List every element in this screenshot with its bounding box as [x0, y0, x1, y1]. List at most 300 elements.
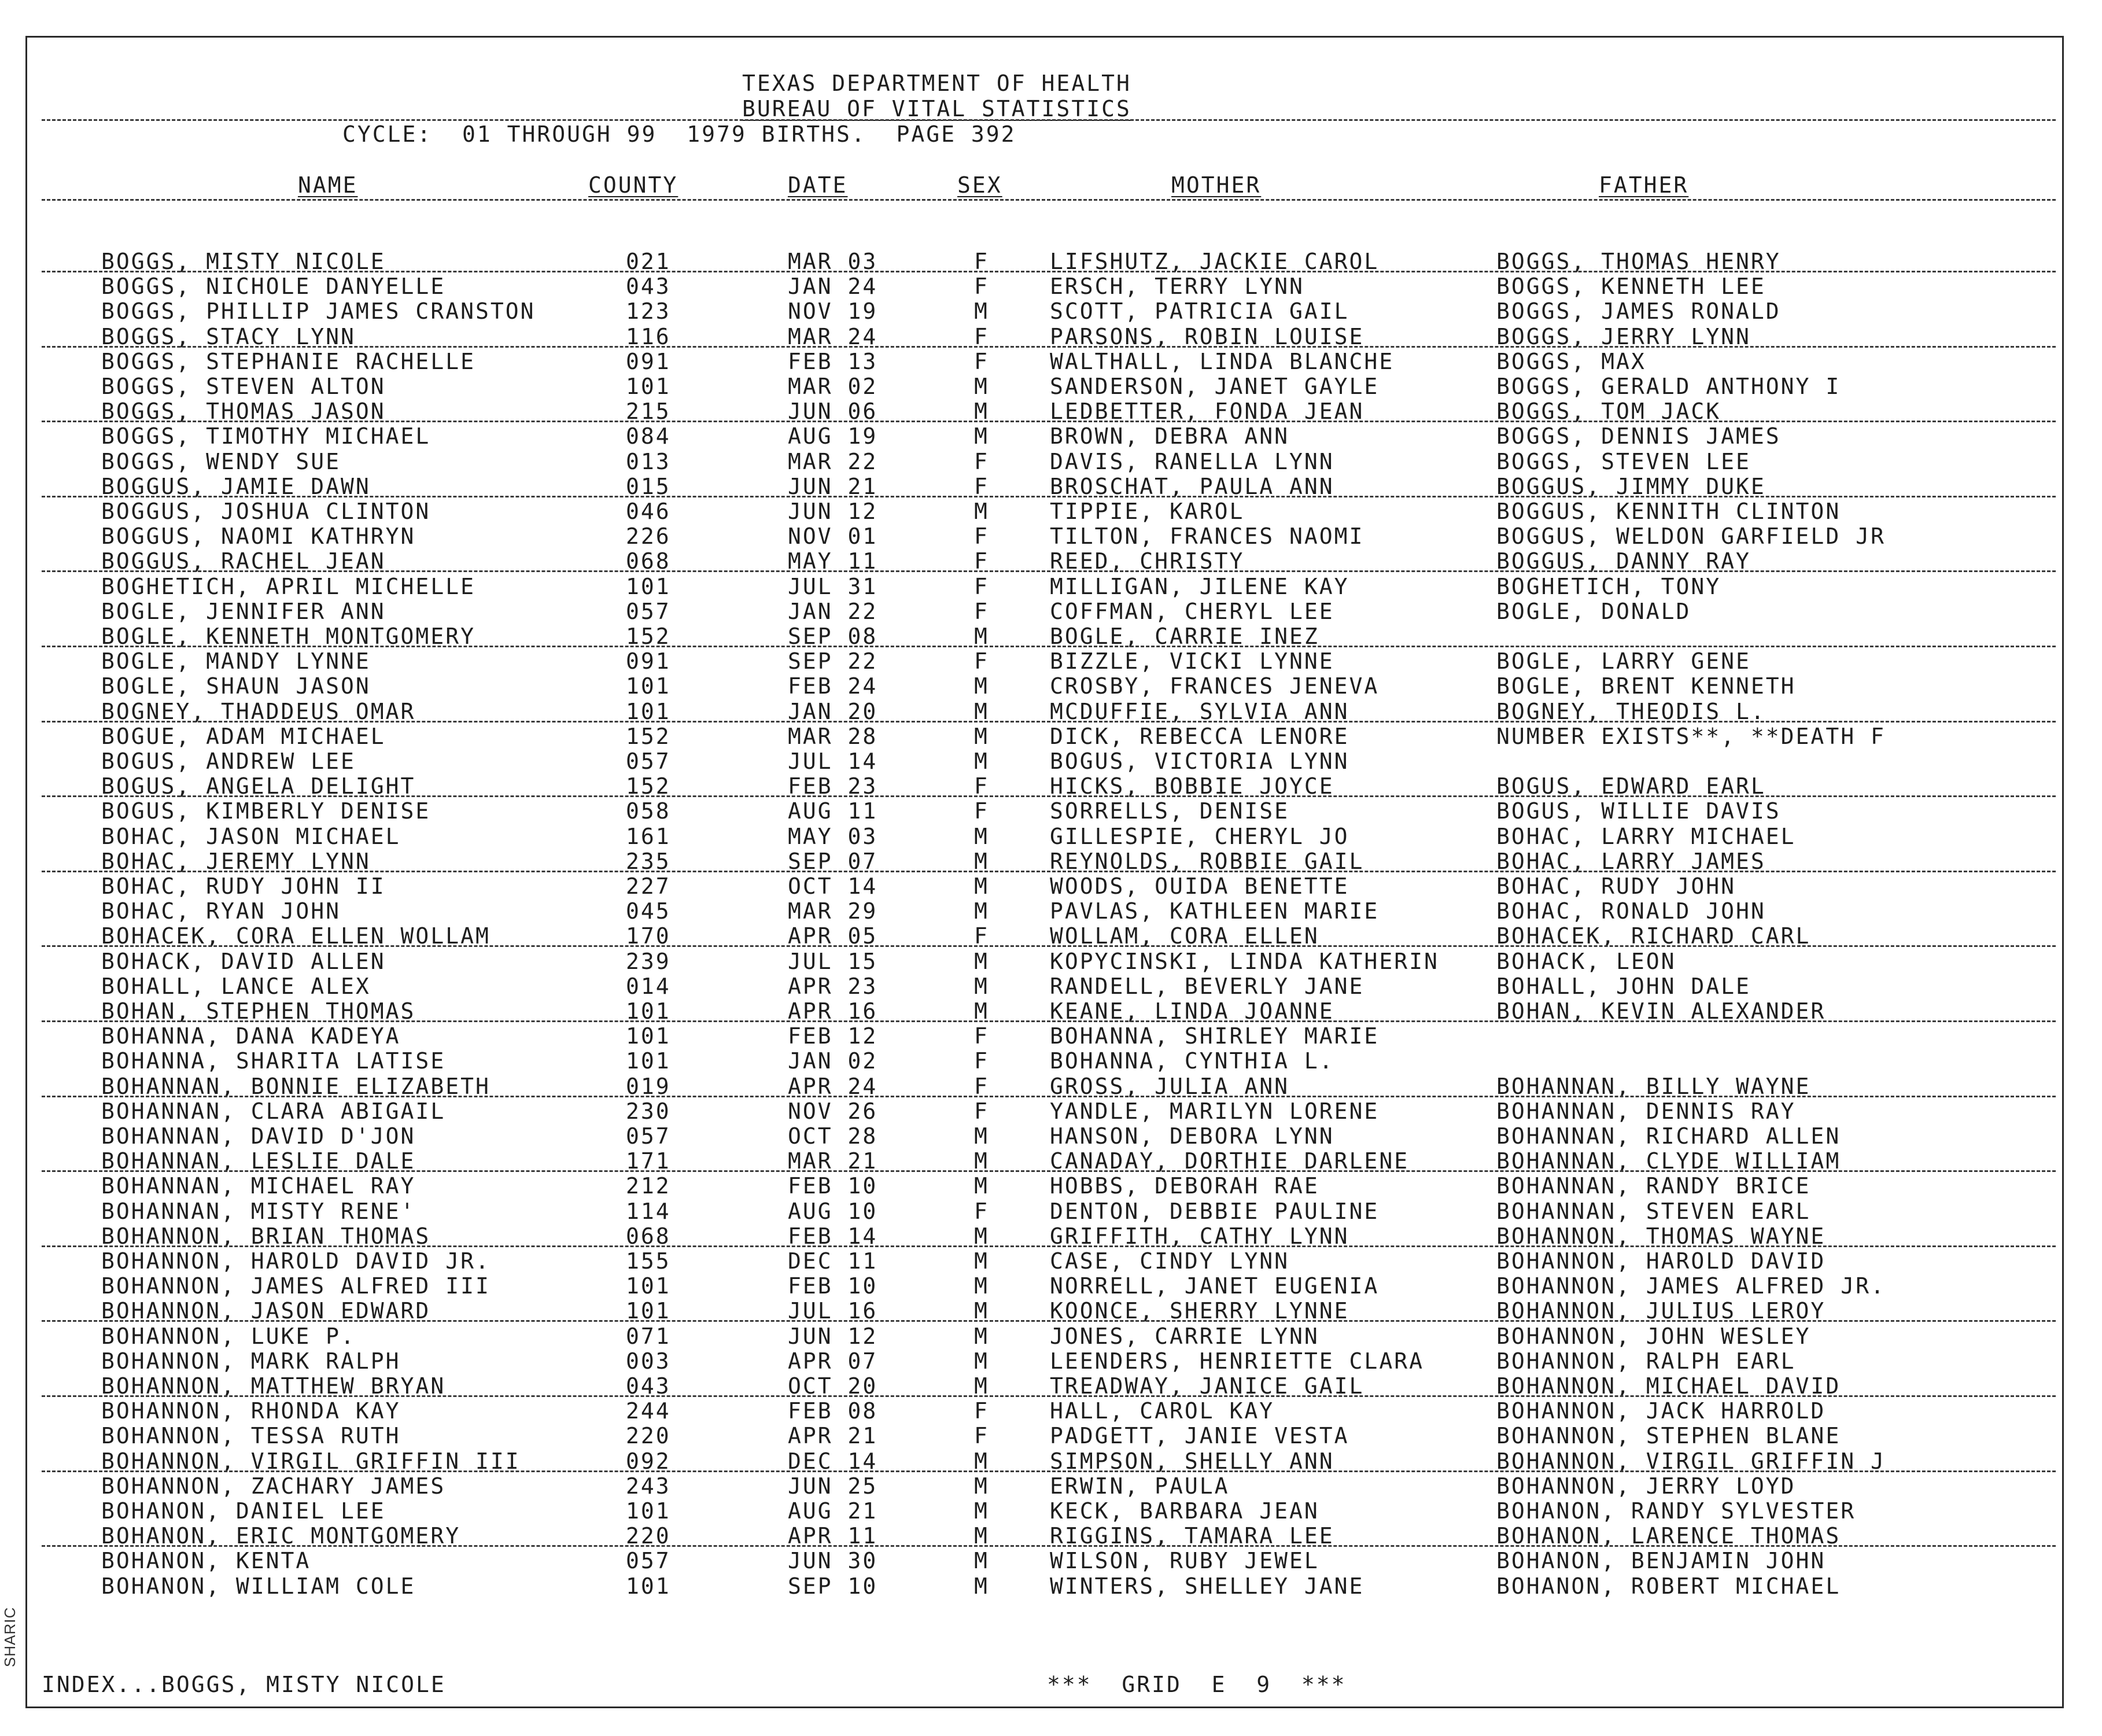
row-separator — [42, 1096, 2056, 1097]
cell-county: 045 — [626, 898, 671, 924]
cell-name: BOHAC, RUDY JOHN II — [101, 873, 386, 899]
row-separator — [42, 795, 2056, 797]
cell-name: BOGLE, KENNETH MONTGOMERY — [101, 624, 475, 649]
row-separator — [42, 945, 2056, 947]
cell-sex: M — [974, 949, 989, 974]
cell-county: 091 — [626, 648, 671, 674]
cell-date: FEB 14 — [788, 1223, 878, 1249]
cell-mother: WILSON, RUBY JEWEL — [1050, 1548, 1319, 1573]
cell-county: 244 — [626, 1398, 671, 1424]
cell-mother: GILLESPIE, CHERYL JO — [1050, 824, 1349, 849]
cell-sex: M — [974, 1173, 989, 1199]
cell-sex: M — [974, 1223, 989, 1249]
row-separator — [42, 1320, 2056, 1322]
cell-date: AUG 19 — [788, 423, 878, 449]
cell-name: BOHANNON, MARK RALPH — [101, 1348, 401, 1374]
cell-date: FEB 08 — [788, 1398, 878, 1424]
cell-date: FEB 23 — [788, 773, 878, 799]
cell-mother: DENTON, DEBBIE PAULINE — [1050, 1199, 1380, 1224]
cell-sex: M — [974, 824, 989, 849]
table-row — [0, 524, 2102, 549]
cell-name: BOGGS, THOMAS JASON — [101, 399, 386, 424]
cell-county: 101 — [626, 1023, 671, 1049]
cell-father: BOHANNON, THOMAS WAYNE — [1496, 1223, 1826, 1249]
table-row — [0, 1399, 2102, 1424]
cell-date: APR 24 — [788, 1074, 878, 1099]
cell-sex: M — [974, 974, 989, 999]
cycle-line: CYCLE: 01 THROUGH 99 1979 BIRTHS. PAGE 392 — [342, 121, 1016, 147]
cell-date: JUL 16 — [788, 1298, 878, 1324]
cell-date: FEB 10 — [788, 1173, 878, 1199]
cell-date: MAR 03 — [788, 249, 878, 274]
cell-father: BOGGS, JAMES RONALD — [1496, 298, 1781, 324]
cell-sex: M — [974, 499, 989, 524]
cell-name: BOHANNON, BRIAN THOMAS — [101, 1223, 431, 1249]
cell-name: BOHANNON, MATTHEW BRYAN — [101, 1373, 446, 1399]
cell-date: MAR 29 — [788, 898, 878, 924]
cell-name: BOHANNAN, MICHAEL RAY — [101, 1173, 416, 1199]
cell-father: BOHANNAN, RICHARD ALLEN — [1496, 1123, 1841, 1149]
cell-sex: F — [974, 524, 989, 549]
cell-mother: LIFSHUTZ, JACKIE CAROL — [1050, 249, 1380, 274]
table-row — [0, 649, 2102, 674]
table-row — [0, 974, 2102, 999]
header-line-1: TEXAS DEPARTMENT OF HEALTH — [742, 71, 1131, 96]
cell-sex: F — [974, 1048, 989, 1074]
cell-date: NOV 01 — [788, 524, 878, 549]
cell-mother: TREADWAY, JANICE GAIL — [1050, 1373, 1365, 1399]
cell-name: BOHANNAN, DAVID D'JON — [101, 1123, 416, 1149]
row-separator — [42, 271, 2056, 272]
cell-county: 114 — [626, 1199, 671, 1224]
cell-name: BOHAN, STEPHEN THOMAS — [101, 998, 416, 1024]
cell-mother: BROWN, DEBRA ANN — [1050, 423, 1290, 449]
table-row — [0, 1349, 2102, 1374]
cell-father: NUMBER EXISTS**, **DEATH F — [1496, 724, 1886, 749]
cell-county: 015 — [626, 474, 671, 499]
cell-date: JUN 30 — [788, 1548, 878, 1573]
cell-father: BOGGS, TOM JACK — [1496, 399, 1721, 424]
cell-father: BOGGS, THOMAS HENRY — [1496, 249, 1781, 274]
cell-name: BOHANON, ERIC MONTGOMERY — [101, 1523, 461, 1549]
cell-sex: F — [974, 324, 989, 349]
cell-date: SEP 10 — [788, 1573, 878, 1599]
cell-mother: DAVIS, RANELLA LYNN — [1050, 449, 1334, 474]
cell-father: BOHANNON, VIRGIL GRIFFIN J — [1496, 1448, 1886, 1474]
cell-county: 155 — [626, 1248, 671, 1274]
cell-name: BOHANON, KENTA — [101, 1548, 311, 1573]
cell-name: BOHAC, JEREMY LYNN — [101, 849, 371, 874]
cell-county: 101 — [626, 374, 671, 399]
cell-date: MAR 22 — [788, 449, 878, 474]
cell-date: OCT 14 — [788, 873, 878, 899]
cell-date: SEP 22 — [788, 648, 878, 674]
cell-county: 068 — [626, 548, 671, 574]
cell-name: BOGNEY, THADDEUS OMAR — [101, 699, 416, 724]
cell-date: DEC 11 — [788, 1248, 878, 1274]
cell-sex: F — [974, 1099, 989, 1124]
cell-father: BOGGS, DENNIS JAMES — [1496, 423, 1781, 449]
table-row — [0, 1249, 2102, 1274]
table-row — [0, 424, 2102, 449]
cell-father: BOHANON, LARENCE THOMAS — [1496, 1523, 1841, 1549]
cell-name: BOGLE, MANDY LYNNE — [101, 648, 371, 674]
table-row — [0, 749, 2102, 774]
cell-sex: M — [974, 1523, 989, 1549]
cell-father: BOGGS, KENNETH LEE — [1496, 274, 1766, 299]
cell-county: 101 — [626, 1273, 671, 1299]
cell-father: BOHANON, ROBERT MICHAEL — [1496, 1573, 1841, 1599]
cell-sex: M — [974, 673, 989, 699]
cell-mother: HALL, CAROL KAY — [1050, 1398, 1275, 1424]
cell-mother: WINTERS, SHELLEY JANE — [1050, 1573, 1365, 1599]
cell-county: 057 — [626, 1548, 671, 1573]
cell-name: BOHANON, WILLIAM COLE — [101, 1573, 416, 1599]
cell-name: BOGGUS, JAMIE DAWN — [101, 474, 371, 499]
table-row — [0, 1574, 2102, 1599]
cell-mother: KOPYCINSKI, LINDA KATHERIN — [1050, 949, 1439, 974]
cell-county: 161 — [626, 824, 671, 849]
cell-name: BOHANNON, RHONDA KAY — [101, 1398, 401, 1424]
cell-mother: BOHANNA, SHIRLEY MARIE — [1050, 1023, 1380, 1049]
cell-name: BOGGS, PHILLIP JAMES CRANSTON — [101, 298, 536, 324]
cell-sex: M — [974, 1273, 989, 1299]
cell-father: BOHACK, LEON — [1496, 949, 1676, 974]
cell-mother: BIZZLE, VICKI LYNNE — [1050, 648, 1334, 674]
cell-sex: F — [974, 574, 989, 599]
cell-mother: YANDLE, MARILYN LORENE — [1050, 1099, 1380, 1124]
table-row — [0, 299, 2102, 324]
cell-county: 171 — [626, 1148, 671, 1174]
cell-mother: REED, CHRISTY — [1050, 548, 1245, 574]
cell-name: BOGGS, TIMOTHY MICHAEL — [101, 423, 431, 449]
cell-sex: F — [974, 349, 989, 374]
cell-name: BOGUS, ANGELA DELIGHT — [101, 773, 416, 799]
cell-mother: HANSON, DEBORA LYNN — [1050, 1123, 1334, 1149]
cell-name: BOGLE, JENNIFER ANN — [101, 599, 386, 624]
cell-father: BOHANNAN, CLYDE WILLIAM — [1496, 1148, 1841, 1174]
cell-name: BOHACK, DAVID ALLEN — [101, 949, 386, 974]
table-row — [0, 899, 2102, 924]
row-separator — [42, 871, 2056, 872]
table-row — [0, 574, 2102, 599]
row-separator — [42, 1470, 2056, 1472]
side-label: SHARIC — [1, 1606, 19, 1667]
cell-county: 170 — [626, 923, 671, 949]
cell-date: JUL 31 — [788, 574, 878, 599]
footer-grid: *** GRID E 9 *** — [1047, 1672, 1347, 1697]
cell-date: APR 21 — [788, 1423, 878, 1448]
cell-county: 084 — [626, 423, 671, 449]
cell-date: OCT 28 — [788, 1123, 878, 1149]
table-row — [0, 1424, 2102, 1448]
col-header-name: NAME — [298, 172, 358, 198]
cell-sex: F — [974, 798, 989, 824]
cell-father: BOGGS, MAX — [1496, 349, 1646, 374]
cell-county: 152 — [626, 724, 671, 749]
cell-name: BOHANNA, SHARITA LATISE — [101, 1048, 446, 1074]
cell-mother: COFFMAN, CHERYL LEE — [1050, 599, 1334, 624]
cell-mother: HICKS, BOBBIE JOYCE — [1050, 773, 1334, 799]
cell-county: 152 — [626, 773, 671, 799]
cell-mother: SORRELLS, DENISE — [1050, 798, 1290, 824]
cell-mother: LEENDERS, HENRIETTE CLARA — [1050, 1348, 1424, 1374]
cell-mother: SANDERSON, JANET GAYLE — [1050, 374, 1380, 399]
cell-mother: TILTON, FRANCES NAOMI — [1050, 524, 1365, 549]
cell-mother: KECK, BARBARA JEAN — [1050, 1498, 1319, 1524]
cell-county: 019 — [626, 1074, 671, 1099]
cell-mother: KOONCE, SHERRY LYNNE — [1050, 1298, 1349, 1324]
cell-mother: CROSBY, FRANCES JENEVA — [1050, 673, 1380, 699]
cell-mother: BROSCHAT, PAULA ANN — [1050, 474, 1334, 499]
cell-mother: KEANE, LINDA JOANNE — [1050, 998, 1334, 1024]
cell-father: BOGUS, EDWARD EARL — [1496, 773, 1766, 799]
table-row — [0, 499, 2102, 524]
cell-mother: RANDELL, BEVERLY JANE — [1050, 974, 1365, 999]
cell-father: BOHANNON, JACK HARROLD — [1496, 1398, 1826, 1424]
cell-mother: CANADAY, DORTHIE DARLENE — [1050, 1148, 1410, 1174]
cell-sex: F — [974, 474, 989, 499]
table-row — [0, 1199, 2102, 1224]
cell-name: BOGHETICH, APRIL MICHELLE — [101, 574, 475, 599]
cell-sex: F — [974, 1023, 989, 1049]
cell-county: 057 — [626, 749, 671, 774]
cell-father: BOGLE, DONALD — [1496, 599, 1691, 624]
table-row — [0, 824, 2102, 849]
cell-sex: M — [974, 1324, 989, 1349]
cell-name: BOHAC, RYAN JOHN — [101, 898, 341, 924]
cell-county: 226 — [626, 524, 671, 549]
cell-name: BOGGS, STEVEN ALTON — [101, 374, 386, 399]
cell-name: BOHANON, DANIEL LEE — [101, 1498, 386, 1524]
cell-sex: M — [974, 1123, 989, 1149]
cell-mother: LEDBETTER, FONDA JEAN — [1050, 399, 1365, 424]
cell-mother: TIPPIE, KAROL — [1050, 499, 1245, 524]
cell-name: BOHANNON, HAROLD DAVID JR. — [101, 1248, 491, 1274]
cell-date: MAR 24 — [788, 324, 878, 349]
cell-father: BOHAC, RONALD JOHN — [1496, 898, 1766, 924]
table-row — [0, 349, 2102, 374]
row-separator — [42, 1395, 2056, 1397]
cell-date: JAN 22 — [788, 599, 878, 624]
cell-name: BOGGS, WENDY SUE — [101, 449, 341, 474]
cell-sex: M — [974, 423, 989, 449]
row-separator — [42, 346, 2056, 348]
cell-mother: HOBBS, DEBORAH RAE — [1050, 1173, 1319, 1199]
cell-mother: MILLIGAN, JILENE KAY — [1050, 574, 1349, 599]
cell-sex: M — [974, 998, 989, 1024]
row-separator — [42, 1245, 2056, 1247]
table-row — [0, 1274, 2102, 1299]
cell-father: BOGGS, GERALD ANTHONY I — [1496, 374, 1841, 399]
cell-sex: M — [974, 749, 989, 774]
cell-father: BOGLE, BRENT KENNETH — [1496, 673, 1796, 699]
cell-date: AUG 21 — [788, 1498, 878, 1524]
col-header-sex: SEX — [957, 172, 1002, 198]
cell-mother: CASE, CINDY LYNN — [1050, 1248, 1290, 1274]
table-row — [0, 1474, 2102, 1499]
table-row — [0, 724, 2102, 749]
table-row — [0, 674, 2102, 699]
table-row — [0, 799, 2102, 824]
cell-date: DEC 14 — [788, 1448, 878, 1474]
cell-date: JUL 14 — [788, 749, 878, 774]
col-header-father: FATHER — [1599, 172, 1689, 198]
cell-name: BOHALL, LANCE ALEX — [101, 974, 371, 999]
row-separator — [42, 1545, 2056, 1547]
cell-name: BOGGUS, JOSHUA CLINTON — [101, 499, 431, 524]
cell-father: BOHANNON, HAROLD DAVID — [1496, 1248, 1826, 1274]
cell-county: 230 — [626, 1099, 671, 1124]
cell-mother: SIMPSON, SHELLY ANN — [1050, 1448, 1334, 1474]
cell-county: 101 — [626, 673, 671, 699]
cell-sex: F — [974, 1423, 989, 1448]
cell-county: 014 — [626, 974, 671, 999]
cell-county: 212 — [626, 1173, 671, 1199]
cell-sex: F — [974, 1074, 989, 1099]
table-row — [0, 449, 2102, 474]
cell-father: BOGGUS, KENNITH CLINTON — [1496, 499, 1841, 524]
cell-sex: M — [974, 873, 989, 899]
cell-father: BOHAC, LARRY JAMES — [1496, 849, 1766, 874]
cell-county: 057 — [626, 1123, 671, 1149]
cell-name: BOGLE, SHAUN JASON — [101, 673, 371, 699]
row-separator — [42, 1020, 2056, 1022]
cell-date: FEB 10 — [788, 1273, 878, 1299]
cell-name: BOHANNAN, CLARA ABIGAIL — [101, 1099, 446, 1124]
cell-county: 101 — [626, 998, 671, 1024]
cell-county: 091 — [626, 349, 671, 374]
cell-county: 046 — [626, 499, 671, 524]
row-separator — [42, 421, 2056, 422]
cell-date: SEP 08 — [788, 624, 878, 649]
cell-date: APR 11 — [788, 1523, 878, 1549]
col-header-mother: MOTHER — [1171, 172, 1262, 198]
cell-county: 116 — [626, 324, 671, 349]
cell-father: BOHANON, BENJAMIN JOHN — [1496, 1548, 1826, 1573]
cell-mother: REYNOLDS, ROBBIE GAIL — [1050, 849, 1365, 874]
cell-father: BOHANNON, JAMES ALFRED JR. — [1496, 1273, 1886, 1299]
cell-sex: M — [974, 699, 989, 724]
cell-father: BOHAC, RUDY JOHN — [1496, 873, 1736, 899]
cell-date: JUN 12 — [788, 499, 878, 524]
cell-name: BOHAC, JASON MICHAEL — [101, 824, 401, 849]
cell-county: 101 — [626, 1048, 671, 1074]
cell-county: 101 — [626, 574, 671, 599]
cell-sex: M — [974, 1148, 989, 1174]
cell-father: BOHAC, LARRY MICHAEL — [1496, 824, 1796, 849]
cell-father: BOHACEK, RICHARD CARL — [1496, 923, 1811, 949]
cell-mother: WALTHALL, LINDA BLANCHE — [1050, 349, 1395, 374]
cell-name: BOHANNON, ZACHARY JAMES — [101, 1473, 446, 1499]
cell-county: 220 — [626, 1423, 671, 1448]
cell-date: NOV 19 — [788, 298, 878, 324]
cell-name: BOGUS, ANDREW LEE — [101, 749, 356, 774]
cell-county: 003 — [626, 1348, 671, 1374]
cell-father: BOHANNON, MICHAEL DAVID — [1496, 1373, 1841, 1399]
table-row — [0, 1049, 2102, 1074]
cell-sex: F — [974, 773, 989, 799]
cell-date: MAY 11 — [788, 548, 878, 574]
cell-county: 057 — [626, 599, 671, 624]
cell-name: BOGGUS, RACHEL JEAN — [101, 548, 386, 574]
cell-sex: M — [974, 724, 989, 749]
cell-mother: WOODS, OUIDA BENETTE — [1050, 873, 1349, 899]
cell-county: 239 — [626, 949, 671, 974]
cell-name: BOGUE, ADAM MICHAEL — [101, 724, 386, 749]
cell-date: FEB 24 — [788, 673, 878, 699]
cell-date: NOV 26 — [788, 1099, 878, 1124]
cell-mother: GROSS, JULIA ANN — [1050, 1074, 1290, 1099]
cell-date: JUL 15 — [788, 949, 878, 974]
cell-date: MAR 28 — [788, 724, 878, 749]
cell-date: JUN 06 — [788, 399, 878, 424]
cell-county: 101 — [626, 1498, 671, 1524]
cell-father: BOHANNON, JULIUS LEROY — [1496, 1298, 1826, 1324]
cell-sex: M — [974, 1473, 989, 1499]
cell-name: BOHANNAN, LESLIE DALE — [101, 1148, 416, 1174]
cell-mother: RIGGINS, TAMARA LEE — [1050, 1523, 1334, 1549]
cell-name: BOHANNON, JAMES ALFRED III — [101, 1273, 491, 1299]
cell-mother: PAVLAS, KATHLEEN MARIE — [1050, 898, 1380, 924]
cell-name: BOHACEK, CORA ELLEN WOLLAM — [101, 923, 491, 949]
table-row — [0, 374, 2102, 399]
cell-county: 101 — [626, 1573, 671, 1599]
cell-sex: F — [974, 1398, 989, 1424]
table-row — [0, 1099, 2102, 1124]
cell-county: 123 — [626, 298, 671, 324]
header-rule — [42, 119, 2056, 121]
cell-sex: F — [974, 1199, 989, 1224]
cell-sex: M — [974, 298, 989, 324]
cell-date: MAY 03 — [788, 824, 878, 849]
cell-date: FEB 12 — [788, 1023, 878, 1049]
cell-father: BOGGUS, DANNY RAY — [1496, 548, 1751, 574]
cell-county: 058 — [626, 798, 671, 824]
cell-date: JUN 25 — [788, 1473, 878, 1499]
table-row — [0, 1124, 2102, 1149]
cell-sex: F — [974, 648, 989, 674]
cell-father: BOHANNON, JERRY LOYD — [1496, 1473, 1796, 1499]
cell-county: 152 — [626, 624, 671, 649]
col-header-county: COUNTY — [588, 172, 678, 198]
table-row — [0, 874, 2102, 899]
cell-name: BOGGS, STEPHANIE RACHELLE — [101, 349, 475, 374]
cell-mother: JONES, CARRIE LYNN — [1050, 1324, 1319, 1349]
footer-index: INDEX...BOGGS, MISTY NICOLE — [42, 1672, 446, 1697]
cell-sex: F — [974, 449, 989, 474]
cell-mother: BOGLE, CARRIE INEZ — [1050, 624, 1319, 649]
cell-father: BOHANNAN, BILLY WAYNE — [1496, 1074, 1811, 1099]
cell-name: BOHANNON, JASON EDWARD — [101, 1298, 431, 1324]
cell-name: BOHANNON, TESSA RUTH — [101, 1423, 401, 1448]
cell-county: 101 — [626, 699, 671, 724]
cell-name: BOGGS, NICHOLE DANYELLE — [101, 274, 446, 299]
cell-father: BOGNEY, THEODIS L. — [1496, 699, 1766, 724]
cell-name: BOHANNAN, MISTY RENE' — [101, 1199, 416, 1224]
cell-date: APR 23 — [788, 974, 878, 999]
cell-sex: M — [974, 624, 989, 649]
cell-name: BOGUS, KIMBERLY DENISE — [101, 798, 431, 824]
cell-date: APR 16 — [788, 998, 878, 1024]
cell-father: BOGGS, JERRY LYNN — [1496, 324, 1751, 349]
cell-father: BOGHETICH, TONY — [1496, 574, 1721, 599]
cell-county: 235 — [626, 849, 671, 874]
cell-father: BOHANNON, JOHN WESLEY — [1496, 1324, 1811, 1349]
cell-date: MAR 02 — [788, 374, 878, 399]
cell-date: JUN 12 — [788, 1324, 878, 1349]
table-row — [0, 1024, 2102, 1049]
